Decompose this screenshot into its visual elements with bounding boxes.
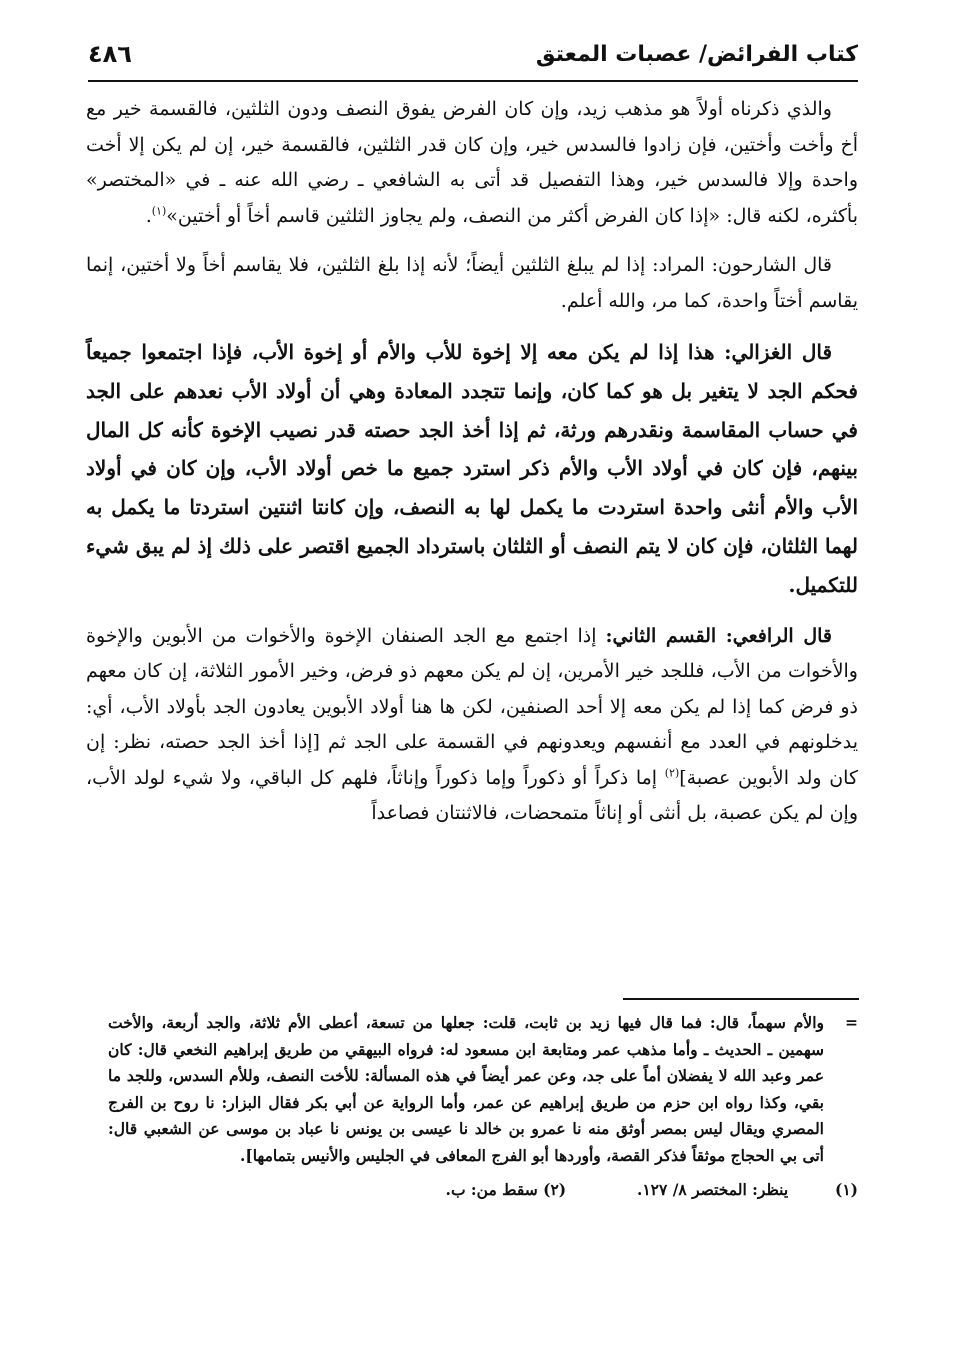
paragraph-2-text: قال الشارحون: المراد: إذا لم يبلغ الثلثين أيضاً؛ لأنه إذا بلغ الثلثين، فلا يقاسم أخاً ولا أختين، إنما يقاسم أختاً واحدة، كما مر، والله أعلم. xyxy=(86,254,858,312)
paragraph-4 xyxy=(86,619,858,832)
header-title: كتاب الفرائض/ عصبات المعتق xyxy=(535,42,858,67)
paragraph-3 xyxy=(86,333,858,605)
paragraph-3-lead: قال الغزالي: xyxy=(724,340,833,364)
paragraph-1-end: . xyxy=(145,204,152,227)
running-header xyxy=(88,36,858,82)
paragraph-4-lead: قال الرافعي: القسم الثاني: xyxy=(605,624,832,647)
footnote-line xyxy=(108,1177,858,1203)
paragraph-1 xyxy=(86,92,858,234)
footnote-separator xyxy=(623,998,859,1000)
footnote-1-text: ينظر: المختصر ٨/ ١٢٧. xyxy=(636,1180,789,1199)
paragraph-4-text: إذا اجتمع مع الجد الصنفان الإخوة والأخوات من الأبوين والإخوة والأخوات من الأب، فللجد خير الأمرين، إن لم يكن معهم ذو فرض، وخير الأمور الثلاثة، إن كان معهم ذو فرض كما إذا لم يكن معه إلا أحد الصنفين، لكن ها هنا أولاد الأبوين يعادون الجد بأولاد الأب، أي: يدخلونهم في العدد مع أنفسهم ويعدونهم في القسمة على الجد ثم [إذا أخذ الجد حصته، نظر: إن كان ولد الأبوين عصبة] xyxy=(86,624,859,789)
footnote-2-text: سقط من: ب. xyxy=(445,1180,538,1199)
paragraph-2 xyxy=(86,248,858,319)
paragraph-4-tail: إما ذكراً أو ذكوراً وإما ذكوراً وإناثاً، فلهم كل الباقي، ولا شيء لولد الأب، وإن لم يكن عصبة، بل أنثى أو إناثاً متمحضات، فالاثنتان فصاعداً xyxy=(86,766,858,825)
footnotes xyxy=(108,1010,858,1203)
footnote-ref-1: (١) xyxy=(151,204,167,218)
main-text xyxy=(86,92,858,846)
continuation-text: والأم سهماً، قال: فما قال فيها زيد بن ثابت، قلت: جعلها من تسعة، أعطى الأم ثلاثة، والجد أربعة، والأخت سهمين ـ الحديث ـ وأما مذهب عمر ومتابعة ابن مسعود له: فرواه البيهقي من طريق إبراهيم النخعي قال: كان عمر وعبد الله لا يفضلان أماً على جد، وعن عمر أيضاً في هذه المسألة: للأخت النصف، وللأم السدس، وللجد ما بقي، وكذا رواه ابن حزم من طريق إبراهيم عن عمر، وأما الرواية عن أبي بكر فقال البزار: نا روح بن الفرج المصري ويقال ليس بمصر أوثق منه نا عمرو بن خالد نا عيسى بن يونس نا عباد بن موسى عن الشعبي قال: أتى بي الحجاج موثقاً فذكر القصة، وأوردها أبو الفرج المعافى في الجليس والأنيس بتمامها]. xyxy=(108,1013,824,1165)
paragraph-1-text: والذي ذكرناه أولاً هو مذهب زيد، وإن كان الفرض يفوق النصف ودون الثلثين، فالقسمة خير مع أخ وأخت وأختين، فإن زادوا فالسدس خير، وإن كان قدر الثلثين، فالقسمة خير، إن لم يكن إلا أخت واحدة وإلا فالسدس خير، وهذا التفصيل قد أتى به الشافعي ـ رضي الله عنه ـ في «المختصر» بأكثره، لكنه قال: «إذا كان الفرض أكثر من النصف، ولم يجاوز الثلثين قاسم أخاً أو أختين» xyxy=(86,98,858,227)
footnote-continuation xyxy=(108,1010,858,1169)
paragraph-3-text: هذا إذا لم يكن معه إلا إخوة للأب والأم أو إخوة الأب، فإذا اجتمعوا جميعاً فحكم الجد لا يتغير بل هو كما كان، وإنما تتجدد المعادة وهي أن أولاد الأب نعدهم على الجد في حساب المقاسمة ونقدرهم ورثة، ثم إذا أخذ الجد حصته قدر نصيب الإخوة كأنه كل المال بينهم، فإن كان في أولاد الأب والأم ذكر استرد جميع ما خص أولاد الأب، وإن كان في أولاد الأب والأم أنثى واحدة استردت ما يكمل لها به النصف، وإن كانتا اثنتين استردتا ما يكمل به لهما الثلثان، فإن كان لا يتم النصف أو الثلثان باسترداد الجميع اقتصر على ذلك إذ لم يبق شيء للتكميل. xyxy=(86,340,858,597)
footnote-2-number: (٢) xyxy=(543,1180,567,1199)
footnote-1-number: (١) xyxy=(834,1180,858,1199)
page-number: ٤٨٦ xyxy=(88,40,132,68)
footnote-ref-2: (٢) xyxy=(664,766,680,780)
continuation-marker: = xyxy=(845,1013,858,1032)
